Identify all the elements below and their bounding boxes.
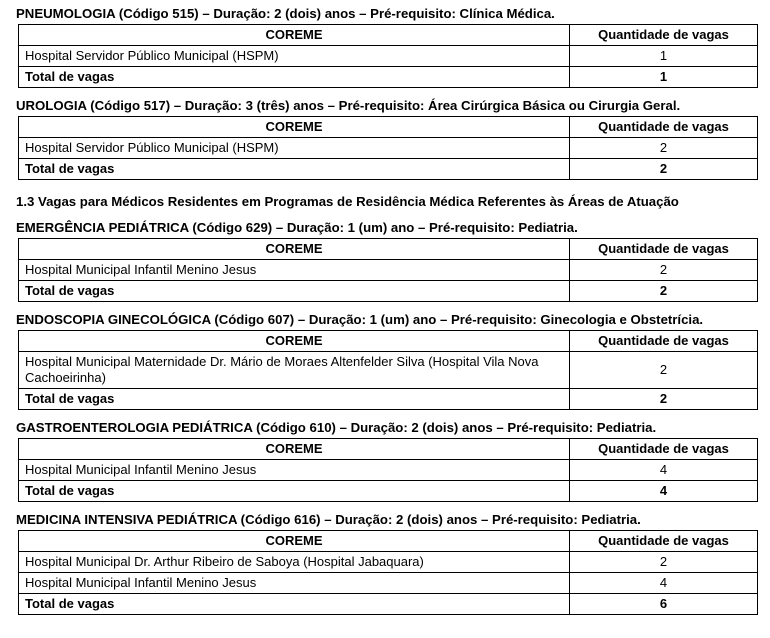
program-title: ENDOSCOPIA GINECOLÓGICA (Código 607) – Duração: 1 (um) ano – Pré-requisito: Ginecologia e Obstetrícia. (16, 312, 704, 327)
total-label: Total de vagas (19, 159, 570, 180)
table-row (19, 138, 758, 159)
table-row (19, 46, 758, 67)
hospital-name: Hospital Servidor Público Municipal (HSPM) (19, 46, 570, 67)
total-label: Total de vagas (19, 281, 570, 302)
vacancy-table (18, 24, 758, 88)
total-row (19, 281, 758, 302)
coreme-header: COREME (19, 331, 570, 352)
table-header-row (19, 439, 758, 460)
table-row (19, 260, 758, 281)
coreme-header: COREME (19, 239, 570, 260)
table-header-row (19, 117, 758, 138)
qty-header: Quantidade de vagas (570, 117, 758, 138)
vacancy-count: 2 (570, 260, 758, 281)
hospital-name: Hospital Municipal Infantil Menino Jesus (19, 460, 570, 481)
table-row (19, 352, 758, 389)
program-title: UROLOGIA (Código 517) – Duração: 3 (três) anos – Pré-requisito: Área Cirúrgica Básica ou Cirurgia Geral. (16, 98, 681, 113)
coreme-header: COREME (19, 531, 570, 552)
coreme-header: COREME (19, 439, 570, 460)
program-block (10, 512, 760, 615)
programs-before (10, 6, 760, 180)
table-row (19, 573, 758, 594)
total-row (19, 67, 758, 88)
vacancy-count: 2 (570, 352, 758, 389)
program-title: MEDICINA INTENSIVA PEDIÁTRICA (Código 616) – Duração: 2 (dois) anos – Pré-requisito: Pediatria. (16, 512, 641, 527)
total-value: 2 (570, 389, 758, 410)
total-value: 2 (570, 159, 758, 180)
vacancy-count: 4 (570, 573, 758, 594)
program-title: GASTROENTEROLOGIA PEDIÁTRICA (Código 610) – Duração: 2 (dois) anos – Pré-requisito: Pediatria. (16, 420, 657, 435)
total-label: Total de vagas (19, 67, 570, 88)
hospital-name: Hospital Municipal Infantil Menino Jesus (19, 573, 570, 594)
table-header-row (19, 239, 758, 260)
hospital-name: Hospital Servidor Público Municipal (HSPM) (19, 138, 570, 159)
total-value: 2 (570, 281, 758, 302)
total-row (19, 481, 758, 502)
total-label: Total de vagas (19, 481, 570, 502)
hospital-name: Hospital Municipal Dr. Arthur Ribeiro de Saboya (Hospital Jabaquara) (19, 552, 570, 573)
program-title: EMERGÊNCIA PEDIÁTRICA (Código 629) – Duração: 1 (um) ano – Pré-requisito: Pediatria. (16, 220, 578, 235)
total-value: 4 (570, 481, 758, 502)
section-heading: 1.3 Vagas para Médicos Residentes em Programas de Residência Médica Referentes às Áreas de Atuação (16, 194, 679, 209)
qty-header: Quantidade de vagas (570, 331, 758, 352)
program-block (10, 420, 760, 502)
total-value: 6 (570, 594, 758, 615)
total-row (19, 594, 758, 615)
program-block (10, 312, 760, 410)
total-label: Total de vagas (19, 594, 570, 615)
table-header-row (19, 331, 758, 352)
table-header-row (19, 25, 758, 46)
table-row (19, 460, 758, 481)
hospital-name: Hospital Municipal Maternidade Dr. Mário de Moraes Altenfelder Silva (Hospital Vila Nova Cachoeirinha) (19, 352, 570, 389)
program-block (10, 6, 760, 88)
qty-header: Quantidade de vagas (570, 531, 758, 552)
vacancy-table (18, 530, 758, 615)
total-row (19, 389, 758, 410)
vacancy-table (18, 116, 758, 180)
vacancy-count: 2 (570, 138, 758, 159)
coreme-header: COREME (19, 117, 570, 138)
table-row (19, 552, 758, 573)
program-block (10, 220, 760, 302)
total-value: 1 (570, 67, 758, 88)
coreme-header: COREME (19, 25, 570, 46)
vacancy-count: 4 (570, 460, 758, 481)
vacancy-count: 2 (570, 552, 758, 573)
vacancy-table (18, 238, 758, 302)
qty-header: Quantidade de vagas (570, 25, 758, 46)
qty-header: Quantidade de vagas (570, 239, 758, 260)
vacancy-count: 1 (570, 46, 758, 67)
table-header-row (19, 531, 758, 552)
vacancy-table (18, 438, 758, 502)
total-row (19, 159, 758, 180)
hospital-name: Hospital Municipal Infantil Menino Jesus (19, 260, 570, 281)
program-title: PNEUMOLOGIA (Código 515) – Duração: 2 (dois) anos – Pré-requisito: Clínica Médica. (16, 6, 555, 21)
program-block (10, 98, 760, 180)
qty-header: Quantidade de vagas (570, 439, 758, 460)
programs-after (10, 220, 760, 615)
vacancy-table (18, 330, 758, 410)
total-label: Total de vagas (19, 389, 570, 410)
